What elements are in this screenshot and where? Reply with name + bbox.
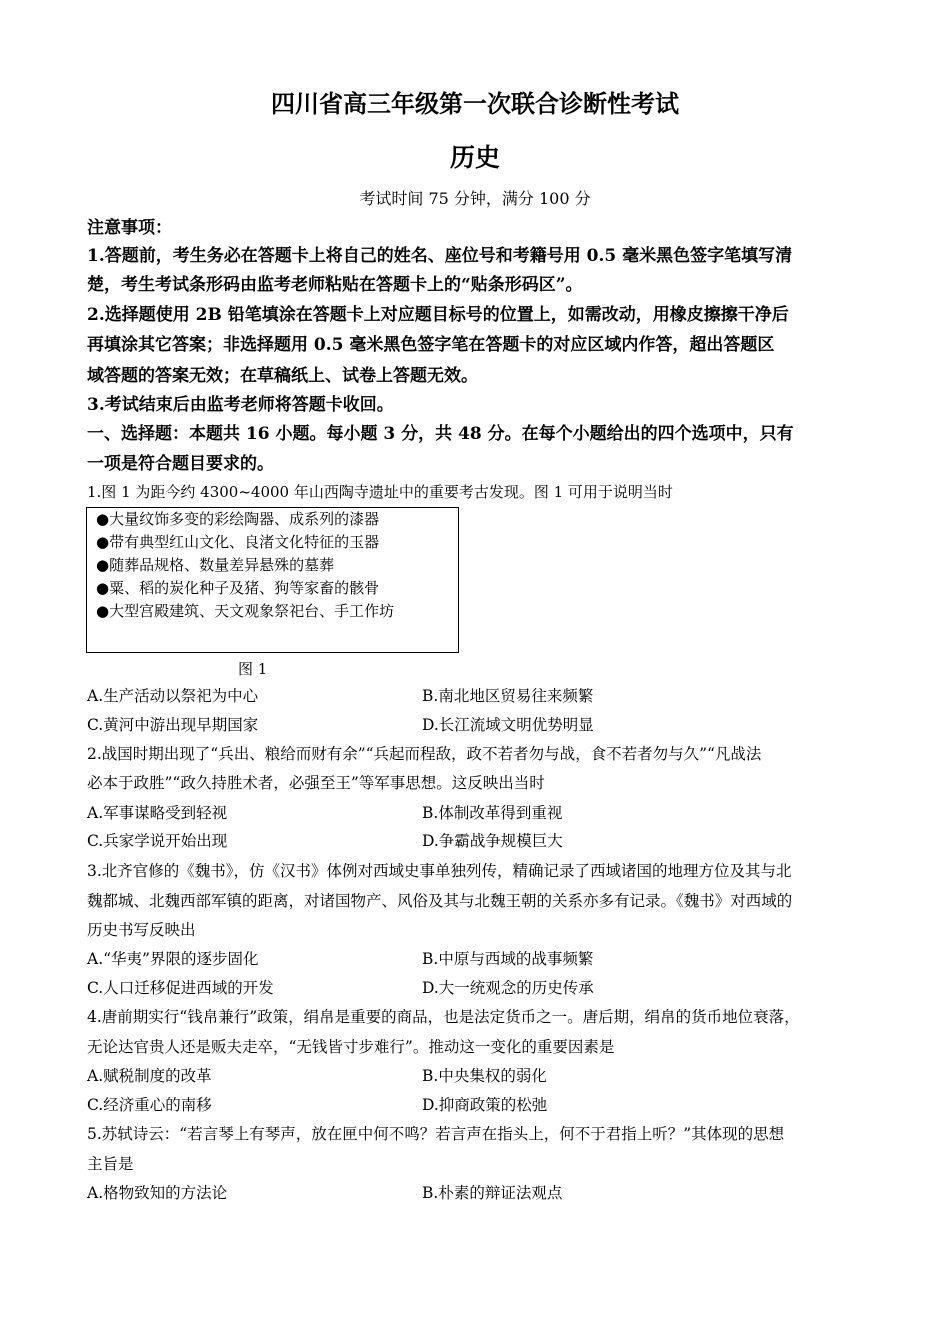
option-d: D.长江流域文明优势明显 [422, 716, 594, 734]
question-stem: 3.北齐官修的《魏书》，仿《汉书》体例对西域史事单独列传，精确记录了西域诸国的地理方位及其与北 [87, 862, 792, 880]
notice-line: 再填涂其它答案；非选择题用 0.5 毫米黑色签字笔在答题卡的对应区域内作答，超出答题区 [87, 335, 775, 355]
option-a: A.生产活动以祭祀为中心 [87, 687, 259, 705]
option-a: A.格物致知的方法论 [87, 1184, 228, 1202]
question-stem: 无论达官贵人还是贩夫走卒，“无钱皆寸步难行”。推动这一变化的重要因素是 [87, 1038, 615, 1056]
option-b: B.中央集权的弱化 [422, 1067, 547, 1085]
option-b: B.体制改革得到重视 [422, 804, 563, 822]
question-stem: 必本于政胜”“政久持胜术者，必强至王”等军事思想。这反映出当时 [87, 774, 545, 792]
section-heading: 一、选择题：本题共 16 小题。每小题 3 分，共 48 分。在每个小题给出的四个选项中，只有 [87, 424, 794, 444]
notice-line: 域答题的答案无效；在草稿纸上、试卷上答题无效。 [87, 366, 478, 386]
question-stem: 5.苏轼诗云：“若言琴上有琴声，放在匣中何不鸣？若言声在指头上，何不于君指上听？”其体现的思想 [87, 1125, 785, 1143]
option-b: B.南北地区贸易往来频繁 [422, 687, 594, 705]
option-c: C.经济重心的南移 [87, 1096, 212, 1114]
figure-item: ●随葬品规格、数量差异悬殊的墓葬 [96, 556, 335, 574]
option-c: C.兵家学说开始出现 [87, 832, 228, 850]
option-a: A.赋税制度的改革 [87, 1067, 212, 1085]
section-heading: 一项是符合题目要求的。 [87, 454, 274, 474]
exam-title: 四川省高三年级第一次联合诊断性考试 [271, 89, 679, 118]
option-b: B.中原与西域的战事频繁 [422, 950, 594, 968]
exam-time-info: 考试时间 75 分钟，满分 100 分 [359, 189, 591, 208]
question-stem: 魏都城、北魏西部军镇的距离，对诸国物产、风俗及其与北魏王朝的关系亦多有记录。《魏书》对西域的 [87, 892, 793, 910]
figure-caption: 图 1 [238, 660, 268, 678]
option-a: A.军事谋略受到轻视 [87, 804, 228, 822]
option-d: D.大一统观念的历史传承 [422, 979, 594, 997]
figure-item: ●大量纹饰多变的彩绘陶器、成系列的漆器 [96, 510, 380, 528]
notice-line: 1.答题前，考生务必在答题卡上将自己的姓名、座位号和考籍号用 0.5 毫米黑色签字笔填写清 [87, 246, 793, 266]
question-stem: 1.图 1 为距今约 4300~4000 年山西陶寺遗址中的重要考古发现。图 1 可用于说明当时 [87, 483, 673, 501]
notice-heading: 注意事项： [87, 218, 172, 238]
option-d: D.抑商政策的松弛 [422, 1096, 548, 1114]
notice-line: 楚，考生考试条形码由监考老师粘贴在答题卡上的“贴条形码区”。 [87, 275, 583, 295]
option-d: D.争霸战争规模巨大 [422, 832, 563, 850]
notice-line: 3.考试结束后由监考老师将答题卡收回。 [87, 395, 394, 415]
option-b: B.朴素的辩证法观点 [422, 1184, 563, 1202]
figure-item: ●带有典型红山文化、良渚文化特征的玉器 [96, 533, 380, 551]
option-a: A.“华夷”界限的逐步固化 [87, 950, 259, 968]
question-stem: 4.唐前期实行“钱帛兼行”政策，绢帛是重要的商品，也是法定货币之一。唐后期，绢帛的货币地位衰落， [87, 1008, 800, 1026]
question-stem: 2.战国时期出现了“兵出、粮给而财有余”“兵起而程敌，政不若者勿与战，食不若者勿与久”“凡战法 [87, 745, 762, 763]
question-stem: 主旨是 [87, 1155, 134, 1173]
subject-title: 历史 [449, 143, 500, 172]
question-stem: 历史书写反映出 [87, 921, 196, 939]
notice-line: 2.选择题使用 2B 铅笔填涂在答题卡上对应题目标号的位置上，如需改动，用橡皮擦擦干净后 [87, 305, 789, 325]
option-c: C.人口迁移促进西域的开发 [87, 979, 274, 997]
option-c: C.黄河中游出现早期国家 [87, 716, 259, 734]
figure-item: ●粟、稻的炭化种子及猪、狗等家畜的骸骨 [96, 579, 380, 597]
figure-item: ●大型宫殿建筑、天文观象祭祀台、手工作坊 [96, 602, 395, 620]
